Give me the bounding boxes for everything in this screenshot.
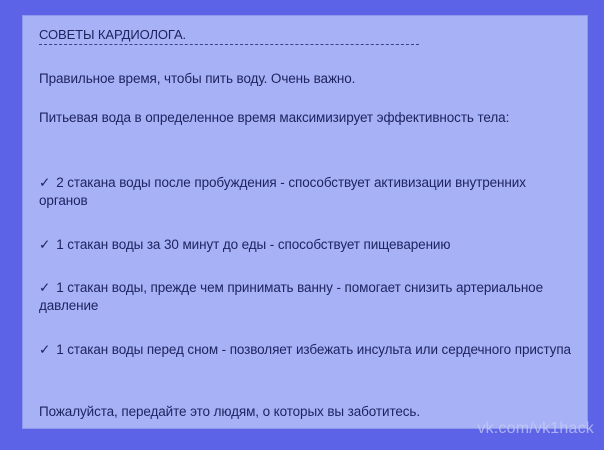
tip-item — [39, 236, 575, 254]
card-title: СОВЕТЫ КАРДИОЛОГА. — [39, 27, 187, 42]
closing-line: Пожалуйста, передайте это людям, о которых вы заботитесь. — [39, 404, 421, 419]
tip-item — [39, 174, 575, 210]
tip-text: 2 стакана воды после пробуждения - способствует активизации внутренних органов — [39, 175, 526, 208]
checkmark-icon: ✓ — [39, 342, 51, 357]
tip-text: 1 стакан воды, прежде чем принимать ванну - помогает снизить артериальное давление — [39, 280, 543, 313]
dashed-divider — [39, 44, 419, 45]
tip-item — [39, 279, 575, 315]
tip-item — [39, 341, 575, 359]
intro-paragraph: Питьевая вода в определенное время максимизирует эффективность тела: — [39, 110, 510, 125]
tip-text: 1 стакан воды перед сном - позволяет избежать инсульта или сердечного приступа — [56, 342, 571, 357]
tip-text: 1 стакан воды за 30 минут до еды - способствует пищеварению — [56, 237, 451, 252]
lead-line: Правильное время, чтобы пить воду. Очень важно. — [39, 71, 356, 86]
checkmark-icon: ✓ — [39, 175, 51, 190]
watermark: vk.com/vk1hack — [477, 420, 594, 437]
checkmark-icon: ✓ — [39, 237, 51, 252]
advice-card — [22, 15, 588, 429]
checkmark-icon: ✓ — [39, 280, 51, 295]
